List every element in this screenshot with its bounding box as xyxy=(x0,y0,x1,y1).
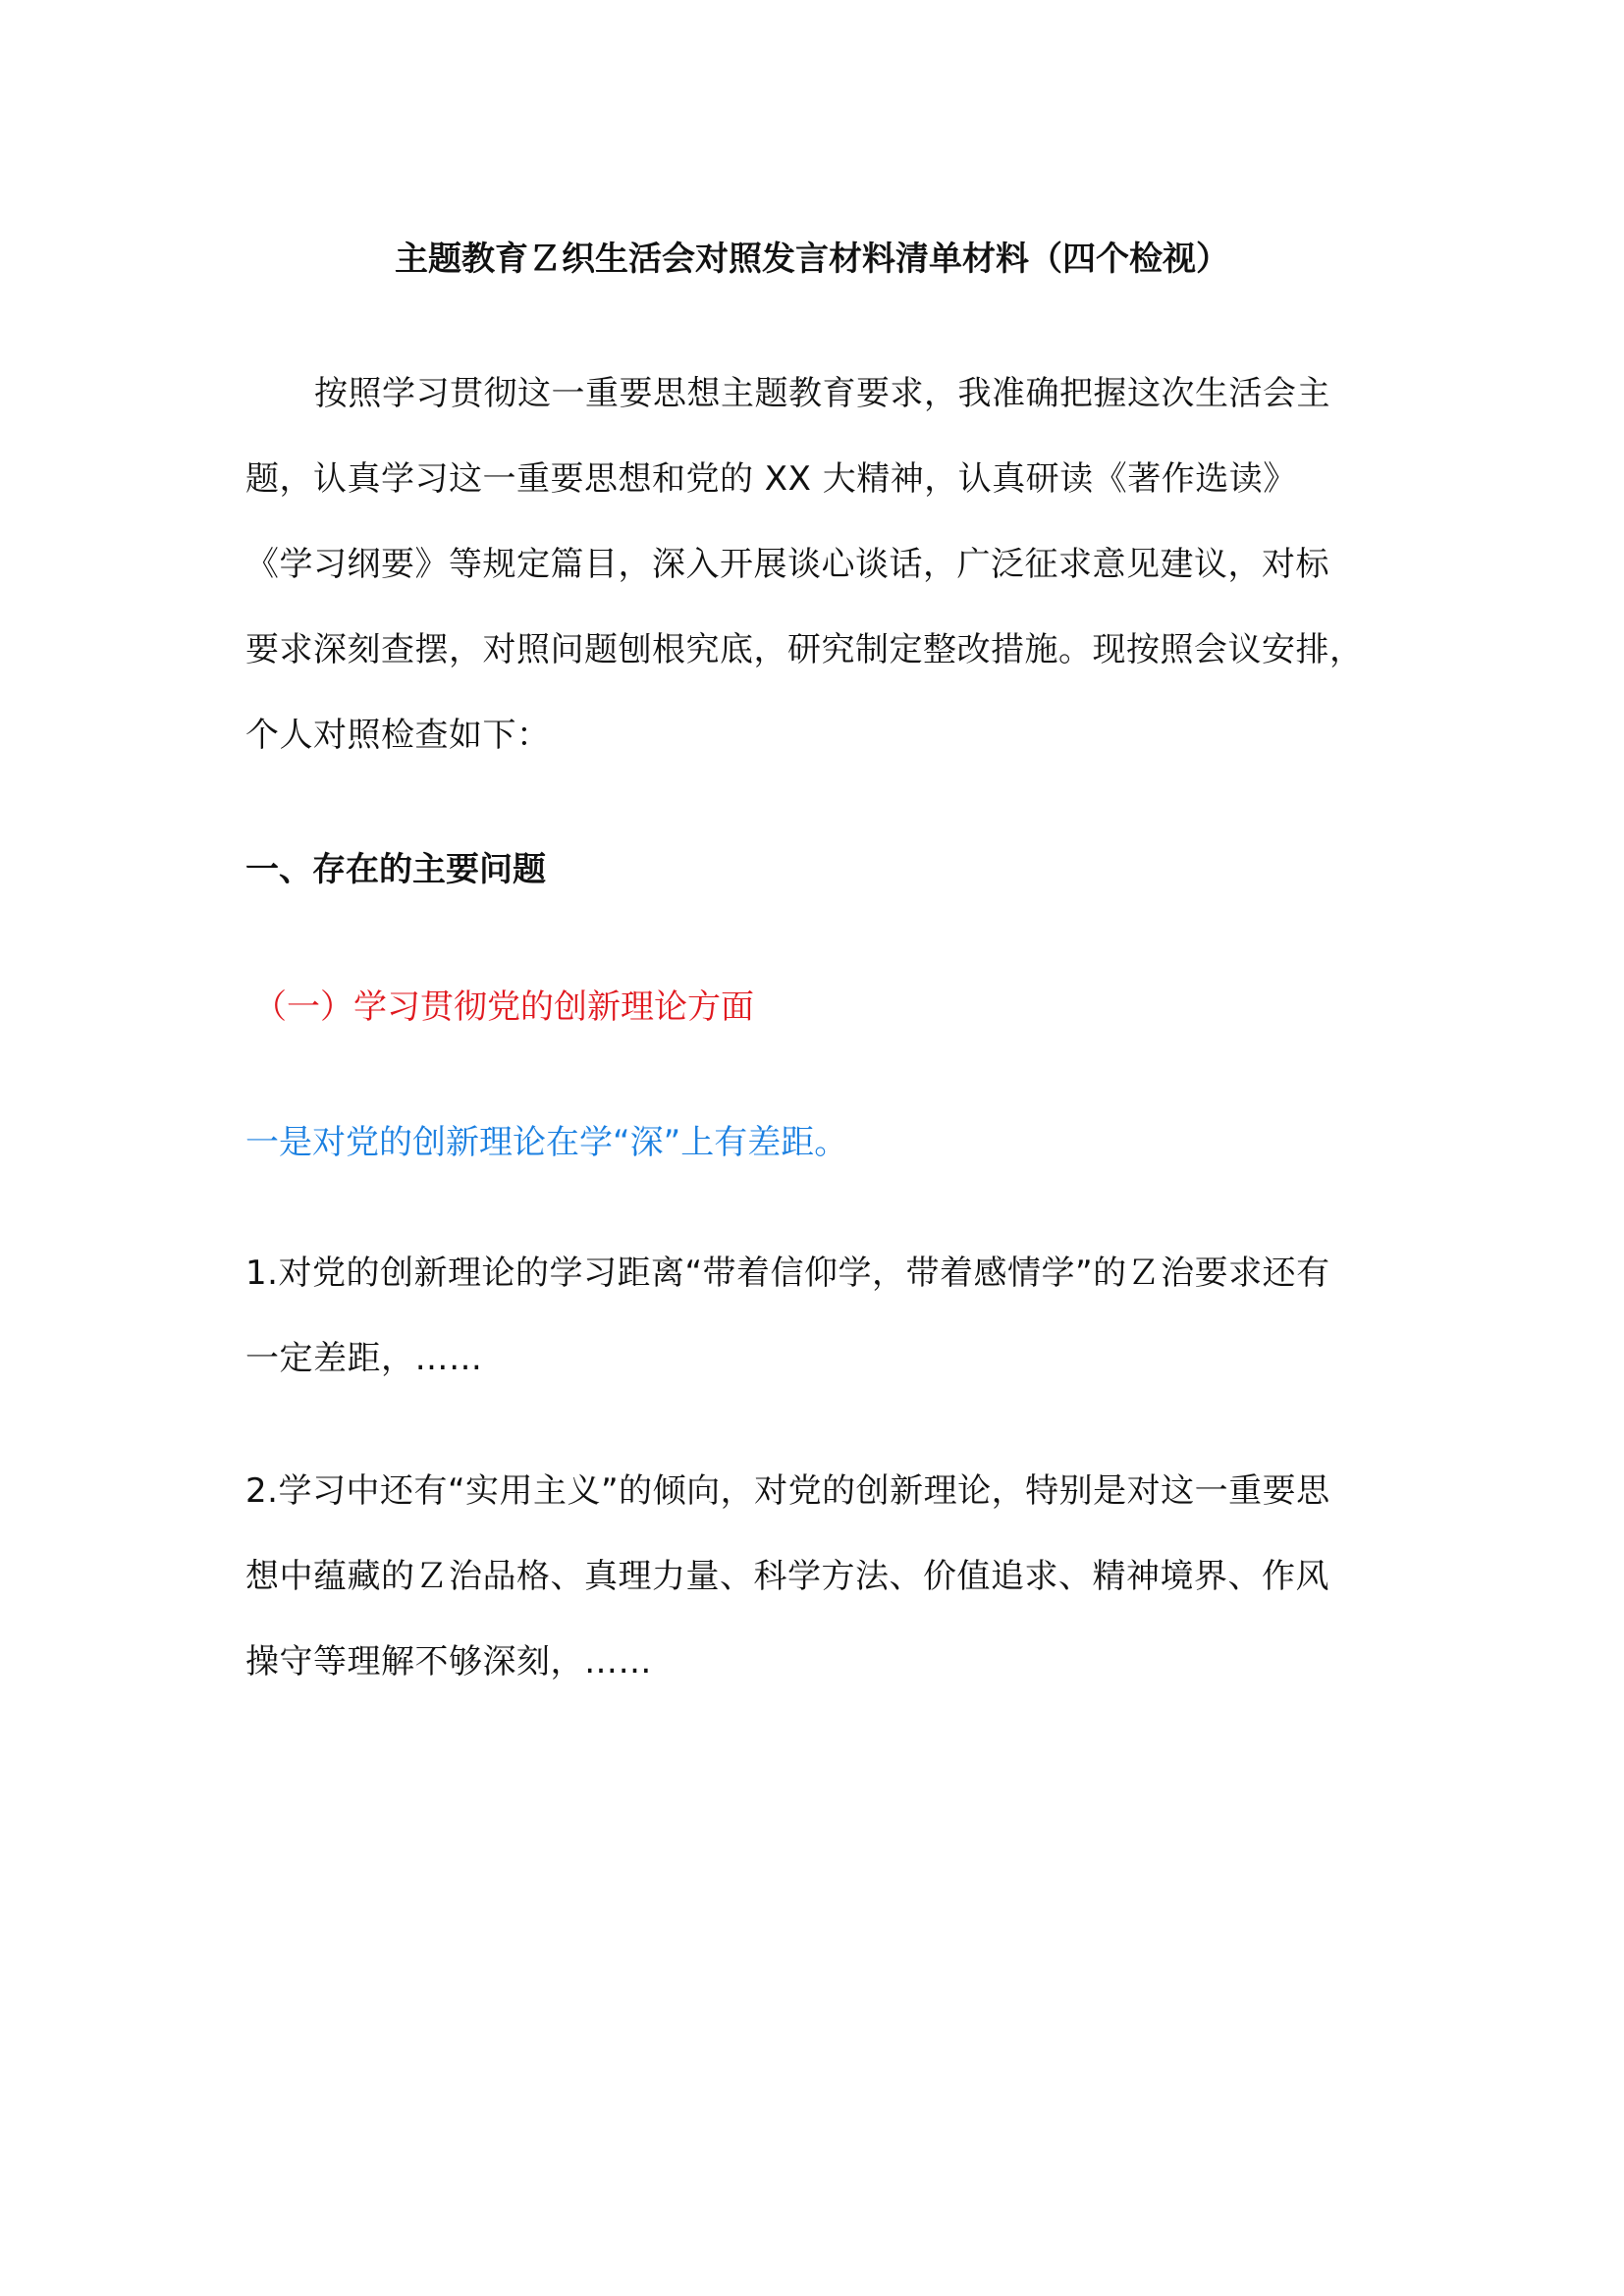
intro-line: 按照学习贯彻这一重要思想主题教育要求，我准确把握这次生活会主 xyxy=(314,374,1330,413)
item-1-line: 一定差距，…… xyxy=(245,1339,483,1378)
item-2-line: 想中蕴藏的Ｚ治品格、真理力量、科学方法、价值追求、精神境界、作风 xyxy=(245,1557,1329,1596)
intro-line: 要求深刻查摆，对照问题刨根究底，研究制定整改措施。现按照会议安排， xyxy=(245,630,1364,669)
item-1-paragraph xyxy=(245,1231,1384,1402)
subsection-heading: （一）学习贯彻党的创新理论方面 xyxy=(253,988,754,1027)
intro-line: 《学习纲要》等规定篇目，深入开展谈心谈话，广泛征求意见建议，对标 xyxy=(245,545,1329,584)
item-2-line: 2.学习中还有“实用主义”的倾向，对党的创新理论，特别是对这一重要思 xyxy=(245,1471,1330,1511)
point-heading: 一是对党的创新理论在学“深”上有差距。 xyxy=(245,1123,848,1162)
item-2-line: 操守等理解不够深刻，…… xyxy=(245,1642,652,1682)
section-heading: 一、存在的主要问题 xyxy=(245,850,546,889)
intro-line: 个人对照检查如下： xyxy=(245,716,551,755)
item-1-line: 1.对党的创新理论的学习距离“带着信仰学，带着感情学”的Ｚ治要求还有 xyxy=(245,1254,1330,1293)
intro-paragraph xyxy=(245,351,1384,778)
item-2-paragraph xyxy=(245,1449,1384,1705)
intro-line: 题，认真学习这一重要思想和党的 XX 大精神，认真研读《著作选读》 xyxy=(245,459,1297,499)
document-title: 主题教育Ｚ织生活会对照发言材料清单材料（四个检视） xyxy=(395,240,1229,279)
